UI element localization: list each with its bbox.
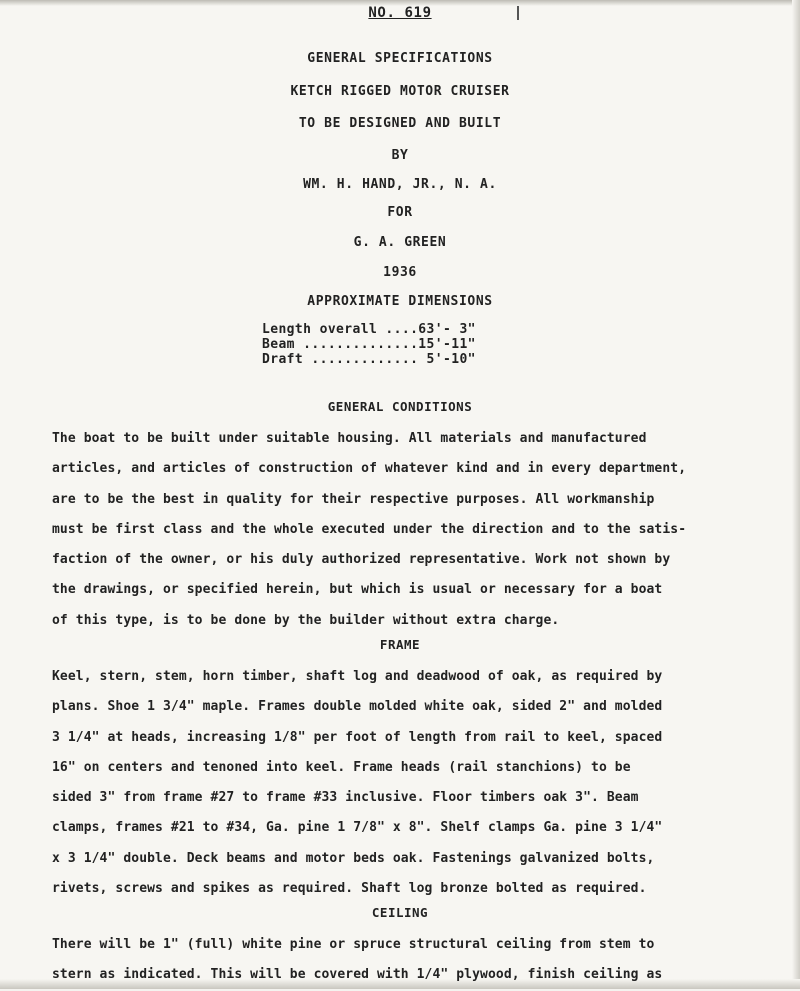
dimensions-table <box>262 322 476 367</box>
title-line: BY <box>391 148 409 163</box>
text-line: plans. Shoe 1 3/4" maple. Frames double molded white oak, sided 2" and molded <box>52 699 663 715</box>
general-conditions-paragraph <box>52 424 768 636</box>
title-line: WM. H. HAND, JR., N. A. <box>303 177 497 192</box>
text-line: must be first class and the whole executed under the direction and to the satis- <box>52 521 687 537</box>
section-title-general: GENERAL CONDITIONS <box>327 399 473 414</box>
text-line: the drawings, or specified herein, but which is usual or necessary for a boat <box>52 582 663 598</box>
section-title-ceiling: CEILING <box>371 905 429 920</box>
text-line: of this type, is to be done by the builder without extra charge. <box>52 612 560 628</box>
text-line: articles, and articles of construction of whatever kind and in every department, <box>52 461 687 477</box>
text-line: faction of the owner, or his duly authorized representative. Work not shown by <box>52 552 671 568</box>
text-line: sided 3" from frame #27 to frame #33 inclusive. Floor timbers oak 3". Beam <box>52 790 639 806</box>
dimension-row: Length overall ....63'- 3" <box>262 322 476 337</box>
title-line: FOR <box>387 205 413 220</box>
dimension-row: Beam ..............15'-11" <box>262 337 476 352</box>
text-line: The boat to be built under suitable housing. All materials and manufactured <box>52 431 647 446</box>
text-line: 16" on centers and tenoned into keel. Frame heads (rail stanchions) to be <box>52 759 631 775</box>
text-line: 3 1/4" at heads, increasing 1/8" per foot of length from rail to keel, spaced <box>52 729 663 745</box>
title-line: G. A. GREEN <box>353 235 447 250</box>
title-line: KETCH RIGGED MOTOR CRUISER <box>290 84 510 99</box>
title-line: TO BE DESIGNED AND BUILT <box>298 116 502 131</box>
dimensions-title: APPROXIMATE DIMENSIONS <box>307 294 493 309</box>
text-line: There will be 1" (full) white pine or spruce structural ceiling from stem to <box>52 937 655 952</box>
frame-paragraph <box>52 662 768 904</box>
ceiling-paragraph <box>52 930 768 991</box>
text-line: are to be the best in quality for their respective purposes. All workmanship <box>52 491 655 507</box>
dimension-row: Draft ............. 5'-10" <box>262 352 476 367</box>
title-line: 1936 <box>383 265 417 280</box>
text-line: x 3 1/4" double. Deck beams and motor beds oak. Fastenings galvanized bolts, <box>52 850 655 866</box>
title-line: GENERAL SPECIFICATIONS <box>307 51 493 66</box>
section-title-frame: FRAME <box>379 637 421 652</box>
text-line: stern as indicated. This will be covered with 1/4" plywood, finish ceiling as <box>52 967 663 983</box>
text-line: rivets, screws and spikes as required. Shaft log bronze bolted as required. <box>52 881 647 897</box>
text-line: clamps, frames #21 to #34, Ga. pine 1 7/8" x 8". Shelf clamps Ga. pine 3 1/4" <box>52 820 663 836</box>
text-line: Keel, stern, stem, horn timber, shaft log and deadwood of oak, as required by <box>52 669 663 684</box>
document-number: NO. 619 <box>368 5 432 21</box>
